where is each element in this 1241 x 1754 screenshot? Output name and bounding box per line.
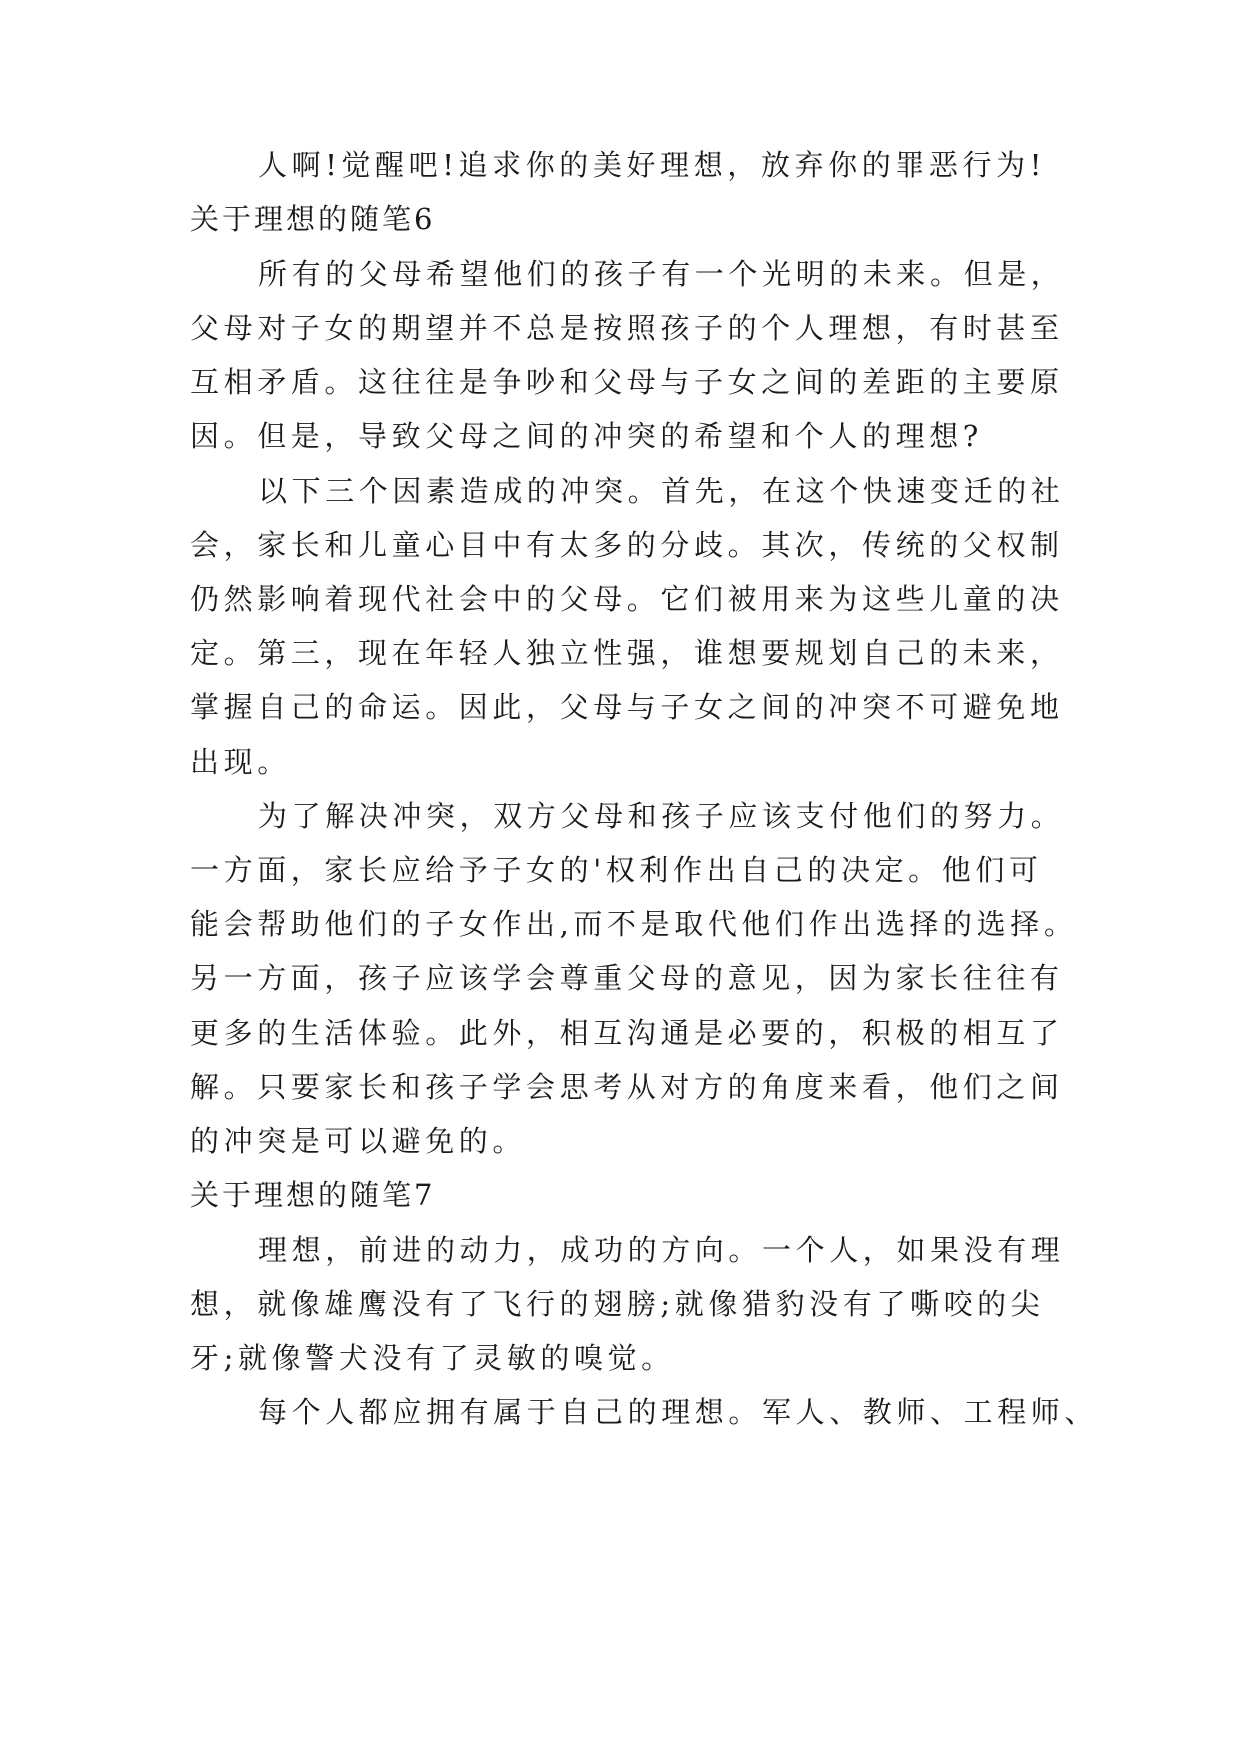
paragraph-line: 掌握自己的命运。因此，父母与子女之间的冲突不可避免地	[190, 690, 1064, 724]
paragraph-line: 每个人都应拥有属于自己的理想。军人、教师、工程师、	[258, 1395, 1099, 1429]
paragraph-line: 为了解决冲突，双方父母和孩子应该支付他们的努力。	[258, 799, 1065, 833]
paragraph-line: 父母对子女的期望并不总是按照孩子的个人理想，有时甚至	[190, 311, 1064, 345]
paragraph-line: 能会帮助他们的子女作出,而不是取代他们作出选择的选择。	[190, 907, 1078, 941]
section-heading: 关于理想的随笔7	[190, 1178, 436, 1212]
paragraph-line: 互相矛盾。这往往是争吵和父母与子女之间的差距的主要原	[190, 365, 1064, 399]
paragraph-line: 解。只要家长和孩子学会思考从对方的角度来看，他们之间	[190, 1070, 1064, 1104]
paragraph-line: 因。但是，导致父母之间的冲突的希望和个人的理想?	[190, 419, 983, 453]
paragraph-line: 出现。	[190, 745, 291, 779]
paragraph-line: 人啊!觉醒吧!追求你的美好理想，放弃你的罪恶行为!	[258, 148, 1046, 182]
paragraph-line: 的冲突是可以避免的。	[190, 1124, 527, 1158]
paragraph-line: 仍然影响着现代社会中的父母。它们被用来为这些儿童的决	[190, 582, 1064, 616]
paragraph-line: 牙;就像警犬没有了灵敏的嗅觉。	[190, 1341, 675, 1375]
paragraph-line: 一方面，家长应给予子女的'权利作出自己的决定。他们可	[190, 853, 1043, 887]
paragraph-line: 定。第三，现在年轻人独立性强，谁想要规划自己的未来，	[190, 636, 1064, 670]
paragraph-line: 以下三个因素造成的冲突。首先，在这个快速变迁的社	[258, 474, 1065, 508]
section-heading: 关于理想的随笔6	[190, 202, 436, 236]
paragraph-line: 想，就像雄鹰没有了飞行的翅膀;就像猎豹没有了嘶咬的尖	[190, 1287, 1045, 1321]
paragraph-line: 所有的父母希望他们的孩子有一个光明的未来。但是，	[258, 257, 1065, 291]
paragraph-line: 理想，前进的动力，成功的方向。一个人，如果没有理	[258, 1233, 1065, 1267]
paragraph-line: 另一方面，孩子应该学会尊重父母的意见，因为家长往往有	[190, 961, 1064, 995]
paragraph-line: 会，家长和儿童心目中有太多的分歧。其次，传统的父权制	[190, 528, 1064, 562]
paragraph-line: 更多的生活体验。此外，相互沟通是必要的，积极的相互了	[190, 1016, 1064, 1050]
